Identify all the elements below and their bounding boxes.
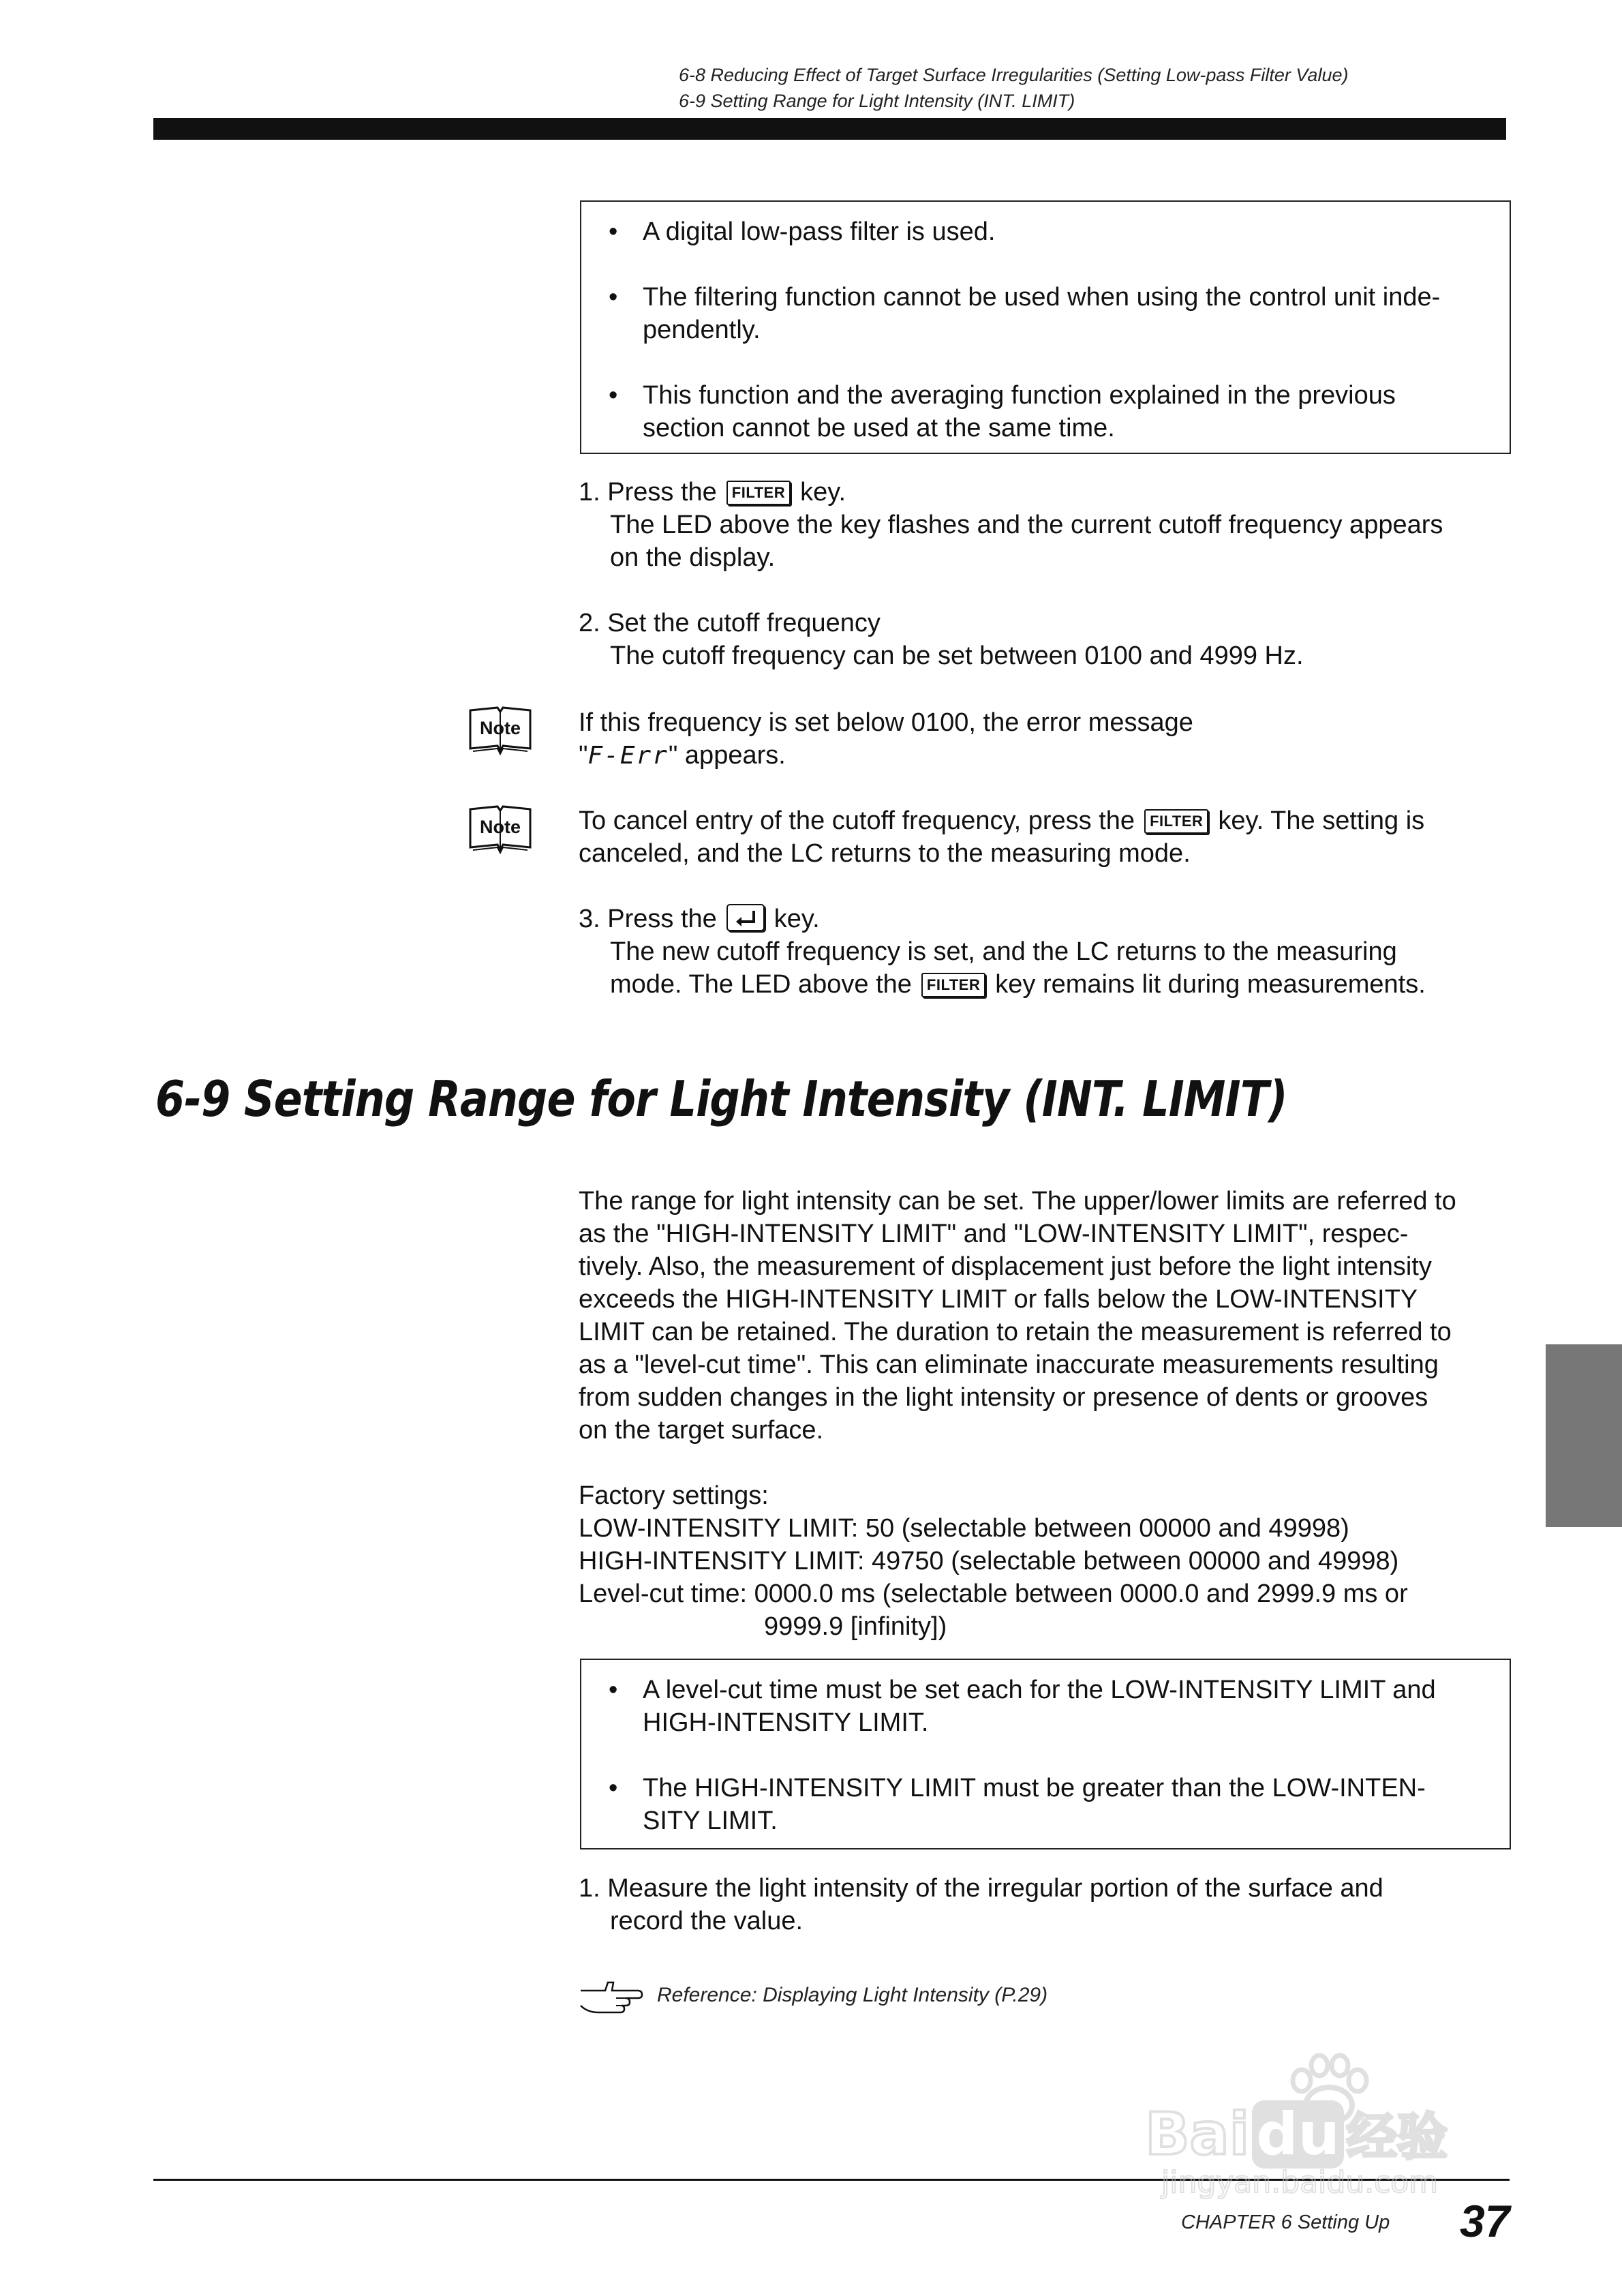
step-text: 1. Press the xyxy=(579,478,717,507)
note-2-line-2: canceled, and the LC returns to the measuring mode. xyxy=(579,839,1191,868)
note-1-line-1: If this frequency is set below 0100, the error message xyxy=(579,708,1193,737)
step-text: key. xyxy=(774,905,820,933)
quote: " xyxy=(579,741,588,770)
filter-step-3 xyxy=(579,903,1519,935)
bullet-text: The filtering function cannot be used when using the control unit inde- pendently. xyxy=(643,283,1441,344)
factory-heading: Factory settings: xyxy=(579,1481,769,1510)
filter-steps xyxy=(579,476,1519,672)
bullet-dot: • xyxy=(609,283,618,312)
note-book-icon xyxy=(468,704,533,757)
factory-levelcut-cont: 9999.9 [infinity]) xyxy=(764,1612,947,1641)
error-code-display: F-Err xyxy=(587,742,669,770)
bullet-dot: • xyxy=(609,1676,618,1704)
filter-step-1 xyxy=(579,476,1519,509)
note-text: To cancel entry of the cutoff frequency, press the xyxy=(579,806,1135,835)
watermark-url: jingyan.baidu.com xyxy=(1161,2165,1439,2200)
bullet-dot: • xyxy=(609,1774,618,1802)
watermark-brand: Bai xyxy=(1145,2100,1250,2169)
footer-chapter: CHAPTER 6 Setting Up xyxy=(1181,2211,1390,2233)
notice-bullet xyxy=(581,1772,1510,1837)
bullet-text: A digital low-pass filter is used. xyxy=(643,217,996,246)
step-text: key. xyxy=(800,478,846,507)
note-book-icon xyxy=(468,802,533,856)
note-2 xyxy=(579,804,1519,870)
chapter-side-tab xyxy=(1546,1344,1622,1527)
note-icon-label: Note xyxy=(480,817,521,837)
enter-key-icon xyxy=(726,904,765,931)
notice-box-filter xyxy=(580,200,1511,454)
bullet-dot: • xyxy=(609,381,618,410)
header-bar xyxy=(153,118,1506,140)
bullet-text: A level-cut time must be set each for the LOW-INTENSITY LIMIT and HIGH-INTENSITY LIMIT. xyxy=(643,1676,1436,1737)
filter-step-3-detail-2 xyxy=(579,968,1519,1001)
note-1 xyxy=(579,706,1519,772)
reference-link[interactable]: Reference: Displaying Light Intensity (P.29) xyxy=(657,1984,1048,2006)
bullet-text: The HIGH-INTENSITY LIMIT must be greater than the LOW-INTEN- SITY LIMIT. xyxy=(643,1774,1426,1835)
factory-settings xyxy=(579,1479,1526,1643)
filter-step-3-block xyxy=(579,903,1519,1001)
filter-step-2-detail: The cutoff frequency can be set between 0100 and 4999 Hz. xyxy=(610,641,1304,670)
watermark-brand-du: du xyxy=(1252,2100,1344,2169)
filter-step-3-detail-1: The new cutoff frequency is set, and the LC returns to the measuring xyxy=(610,937,1397,966)
header-line-1: 6-8 Reducing Effect of Target Surface Irregularities (Setting Low-pass Filter Value) xyxy=(679,65,1349,85)
filter-key-icon: FILTER xyxy=(726,481,791,505)
bullet-dot: • xyxy=(609,217,618,246)
note-2-line-1 xyxy=(579,804,1519,837)
notice-bullet xyxy=(581,215,1510,248)
notice-bullet xyxy=(581,379,1510,444)
filter-step-2: 2. Set the cutoff frequency xyxy=(579,609,881,637)
note-text: key. The setting is xyxy=(1218,806,1425,835)
factory-high-limit: HIGH-INTENSITY LIMIT: 49750 (selectable between 00000 and 49998) xyxy=(579,1547,1399,1575)
notice-box-intensity xyxy=(580,1659,1511,1849)
section-intro: The range for light intensity can be set. The upper/lower limits are referred to as the "HIGH-INTENSITY LIMIT" and "LOW-INTENSITY LIMIT", respec- tively. Also, the measurement of displacement just before the light intensity exceeds the HIGH-INTENSITY LIMIT or falls below the LOW-INTENSITY LIMIT can be retained. The duration to retain the measurement is referred to as a "level-cut time". This can eliminate inaccurate measurements resulting from sudden changes in the light intensity or presence of dents or grooves on the target surface. xyxy=(579,1187,1456,1445)
filter-step-1-detail: The LED above the key flashes and the current cutoff frequency appears on the display. xyxy=(610,511,1443,572)
intensity-steps xyxy=(579,1872,1526,1937)
notice-bullet xyxy=(581,1674,1510,1739)
step-text: mode. The LED above the xyxy=(610,970,912,999)
baidu-watermark xyxy=(1145,2052,1527,2200)
filter-key-icon: FILTER xyxy=(921,973,985,997)
filter-key-icon: FILTER xyxy=(1144,809,1208,834)
step-text: 3. Press the xyxy=(579,905,717,933)
header-line-2: 6-9 Setting Range for Light Intensity (INT. LIMIT) xyxy=(679,91,1075,111)
intensity-step-1: 1. Measure the light intensity of the irregular portion of the surface and record the value. xyxy=(579,1874,1383,1935)
note-text: " appears. xyxy=(668,741,786,770)
note-1-line-2 xyxy=(579,739,1519,772)
pointing-hand-icon xyxy=(578,1976,653,2014)
bullet-text: This function and the averaging function explained in the previous section cannot be used at the same time. xyxy=(643,381,1396,442)
page-number: 37 xyxy=(1460,2196,1510,2246)
factory-low-limit: LOW-INTENSITY LIMIT: 50 (selectable between 00000 and 49998) xyxy=(579,1514,1349,1543)
section-title: 6-9 Setting Range for Light Intensity (INT. LIMIT) xyxy=(155,1070,1287,1128)
note-icon-label: Note xyxy=(480,718,521,738)
step-text: key remains lit during measurements. xyxy=(995,970,1426,999)
notice-bullet xyxy=(581,281,1510,346)
watermark-brand-cn: 经验 xyxy=(1346,2108,1448,2166)
factory-levelcut: Level-cut time: 0000.0 ms (selectable between 0000.0 and 2999.9 ms or xyxy=(579,1580,1408,1608)
